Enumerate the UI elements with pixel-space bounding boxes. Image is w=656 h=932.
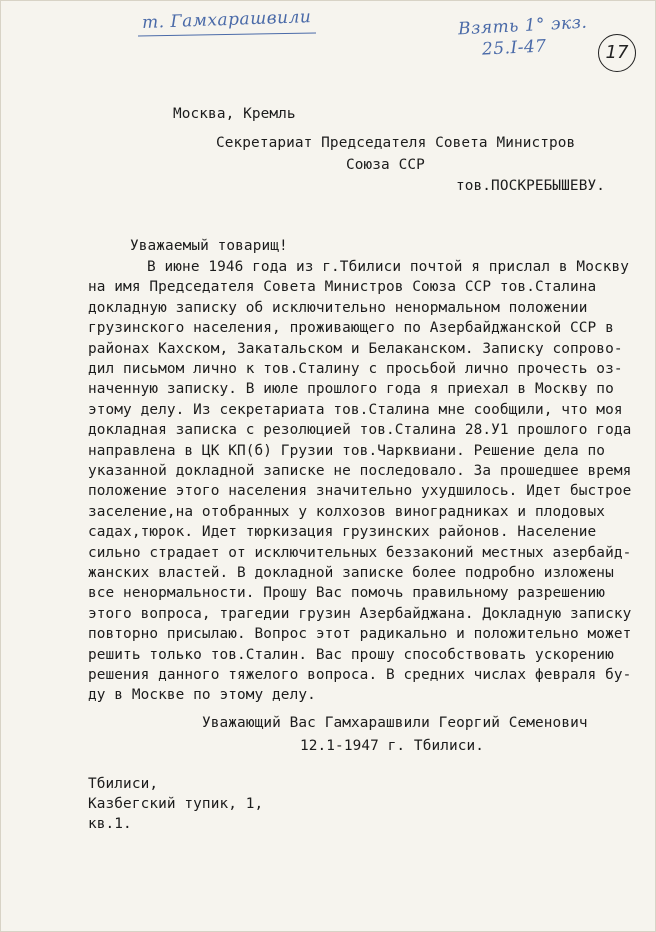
body-line: указанной докладной записке не последовало. За прошедшее время	[88, 463, 632, 479]
body-line: этого вопроса, трагедии грузин Азербайджана. Докладную записку	[88, 605, 632, 622]
body-line: районах Кахском, Закатальском и Белаканском. Записку сопрово-	[88, 340, 623, 357]
address-line-street: Казбегский тупик, 1,	[88, 796, 264, 812]
body-line: на имя Председателя Совета Министров Союза ССР тов.Сталина	[88, 279, 597, 296]
header-org-line2: Союза ССР	[346, 157, 425, 173]
signature-line1: Уважающий Вас Гамхарашвили Георгий Семенович	[202, 715, 588, 731]
body-line: решения данного тяжелого вопроса. В средних числах февраля бу-	[88, 667, 632, 683]
body-line: грузинского населения, проживающего по Азербайджанской ССР в	[88, 320, 614, 337]
body-line: повторно присылаю. Вопрос этот радикально и положительно может	[88, 626, 632, 643]
handwritten-note: Взять 1° экз.	[457, 12, 588, 40]
header-recipient: тов.ПОСКРЕБЫШЕВУ.	[456, 178, 605, 194]
body-line: ду в Москве по этому делу.	[88, 687, 316, 704]
signature-line2: 12.1-1947 г. Тбилиси.	[300, 738, 485, 754]
body-line: В июне 1946 года из г.Тбилиси почтой я прислал в Москву	[147, 259, 630, 275]
body-line: докладную записку об исключительно ненормальном положении	[88, 299, 588, 316]
header-org-line1: Секретариат Председателя Совета Министров	[216, 135, 576, 151]
body-line: решить только тов.Сталин. Вас прошу способствовать ускорению	[88, 646, 614, 663]
page-number-circle: 17	[598, 34, 636, 72]
salutation: Уважаемый товарищ!	[130, 238, 288, 254]
body-line: докладная записка с резолюцией тов.Сталина 28.У1 прошлого года	[88, 422, 632, 439]
address-line-city: Тбилиси,	[88, 776, 159, 792]
handwritten-date: 25.I-47	[481, 36, 548, 60]
body-line: жанских властей. В докладной записке более подробно изложены	[88, 565, 614, 581]
handwritten-underline	[138, 32, 316, 36]
body-line: направлена в ЦК КП(б) Грузии тов.Чарквиани. Решение дела по	[88, 442, 606, 459]
body-line: садах,тюрок. Идет тюркизация грузинских районов. Население	[88, 524, 597, 541]
body-line: положение этого населения значительно ухудшилось. Идет быстрое	[88, 483, 632, 500]
body-line: этому делу. Из секретариата тов.Сталина мне сообщили, что моя	[88, 401, 623, 418]
body-line: заселение,на отобранных у колхозов виноградниках и плодовых	[88, 503, 606, 520]
body-line: все ненормальности. Прошу Вас помочь правильному разрешению	[88, 585, 606, 602]
body-line: наченную записку. В июле прошлого года я приехал в Москву по	[88, 381, 614, 398]
header-city: Москва, Кремль	[173, 106, 296, 122]
body-line: дил письмом лично к тов.Сталину с просьбой лично прочесть оз-	[88, 361, 623, 377]
handwritten-name: т. Гамхарашвили	[141, 7, 312, 33]
address-line-apartment: кв.1.	[88, 816, 132, 832]
body-line: сильно страдает от исключительных беззаконий местных азербайд-	[88, 544, 632, 561]
